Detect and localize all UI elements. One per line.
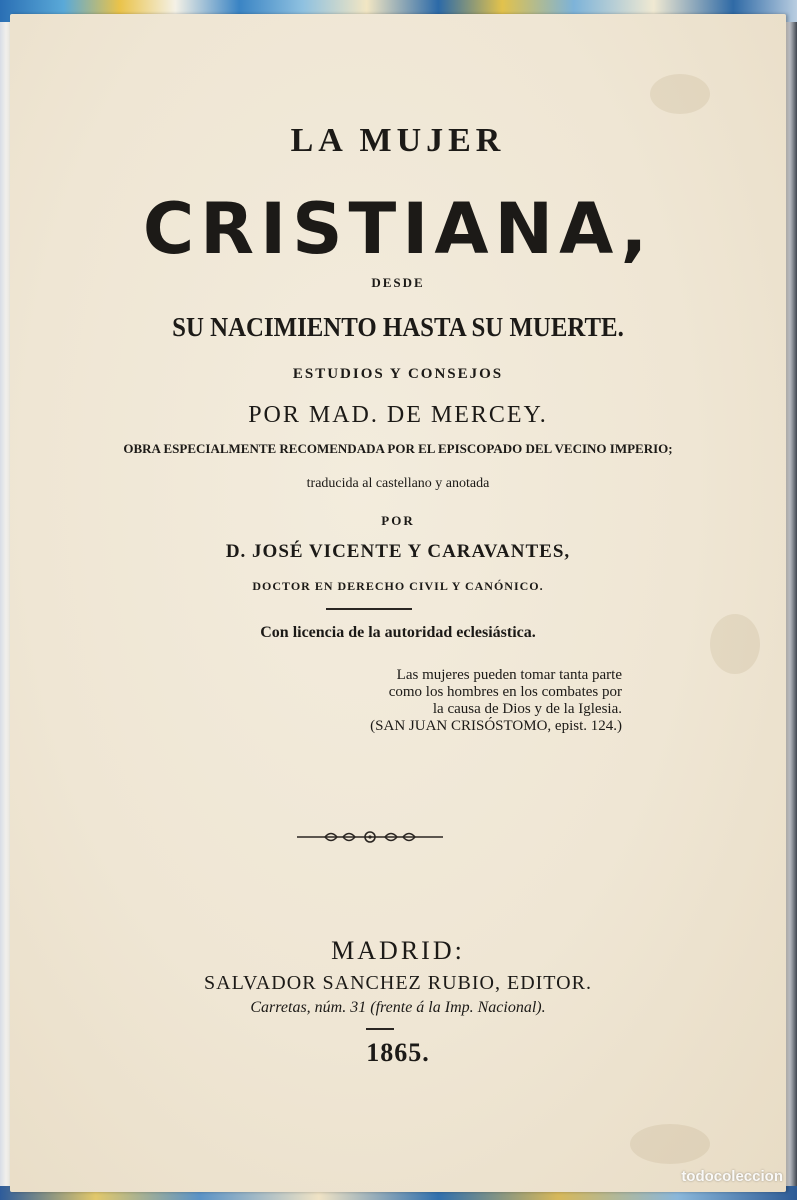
paper-stain (650, 74, 710, 114)
epigraph-line: como los hombres en los combates por (388, 684, 622, 700)
imprint-rule (366, 1028, 394, 1030)
subtitle-desde: DESDE (371, 275, 425, 290)
por-label: POR (381, 513, 415, 528)
paper-stain (710, 614, 760, 674)
license-line: Con licencia de la autoridad eclesiástica. (260, 624, 536, 641)
translation-note: traducida al castellano y anotada (306, 476, 490, 491)
imprint-year: 1865. (366, 1038, 430, 1067)
title-line-2: CRISTIANA, (142, 188, 654, 270)
subtitle-estudios: ESTUDIOS Y CONSEJOS (292, 366, 504, 382)
watermark-logo: todocoleccion (681, 1168, 783, 1185)
paper-stain (630, 1124, 710, 1164)
translator-name: D. JOSÉ VICENTE Y CARAVANTES, (225, 541, 571, 562)
title-page (10, 14, 786, 1192)
ornament-flourish-icon (295, 826, 445, 848)
translator-title: DOCTOR EN DERECHO CIVIL Y CANÓNICO. (252, 579, 544, 593)
divider-rule (326, 608, 412, 610)
imprint-address: Carretas, núm. 31 (frente á la Imp. Nacional). (250, 999, 546, 1016)
title-line-1: LA MUJER (290, 122, 506, 159)
epigraph-line: la causa de Dios y de la Iglesia. (432, 701, 622, 717)
epigraph-citation: (SAN JUAN CRISÓSTOMO, epist. 124.) (370, 718, 622, 734)
author-line: POR MAD. DE MERCEY. (248, 402, 548, 428)
recommendation-line: OBRA ESPECIALMENTE RECOMENDADA POR EL EPISCOPADO DEL VECINO IMPERIO; (123, 441, 673, 456)
imprint-city: MADRID: (331, 936, 465, 965)
subtitle-main: SU NACIMIENTO HASTA SU MUERTE. (172, 312, 624, 342)
epigraph-line: Las mujeres pueden tomar tanta parte (396, 667, 622, 683)
epigraph (10, 667, 622, 735)
imprint-publisher: SALVADOR SANCHEZ RUBIO, EDITOR. (204, 972, 592, 994)
